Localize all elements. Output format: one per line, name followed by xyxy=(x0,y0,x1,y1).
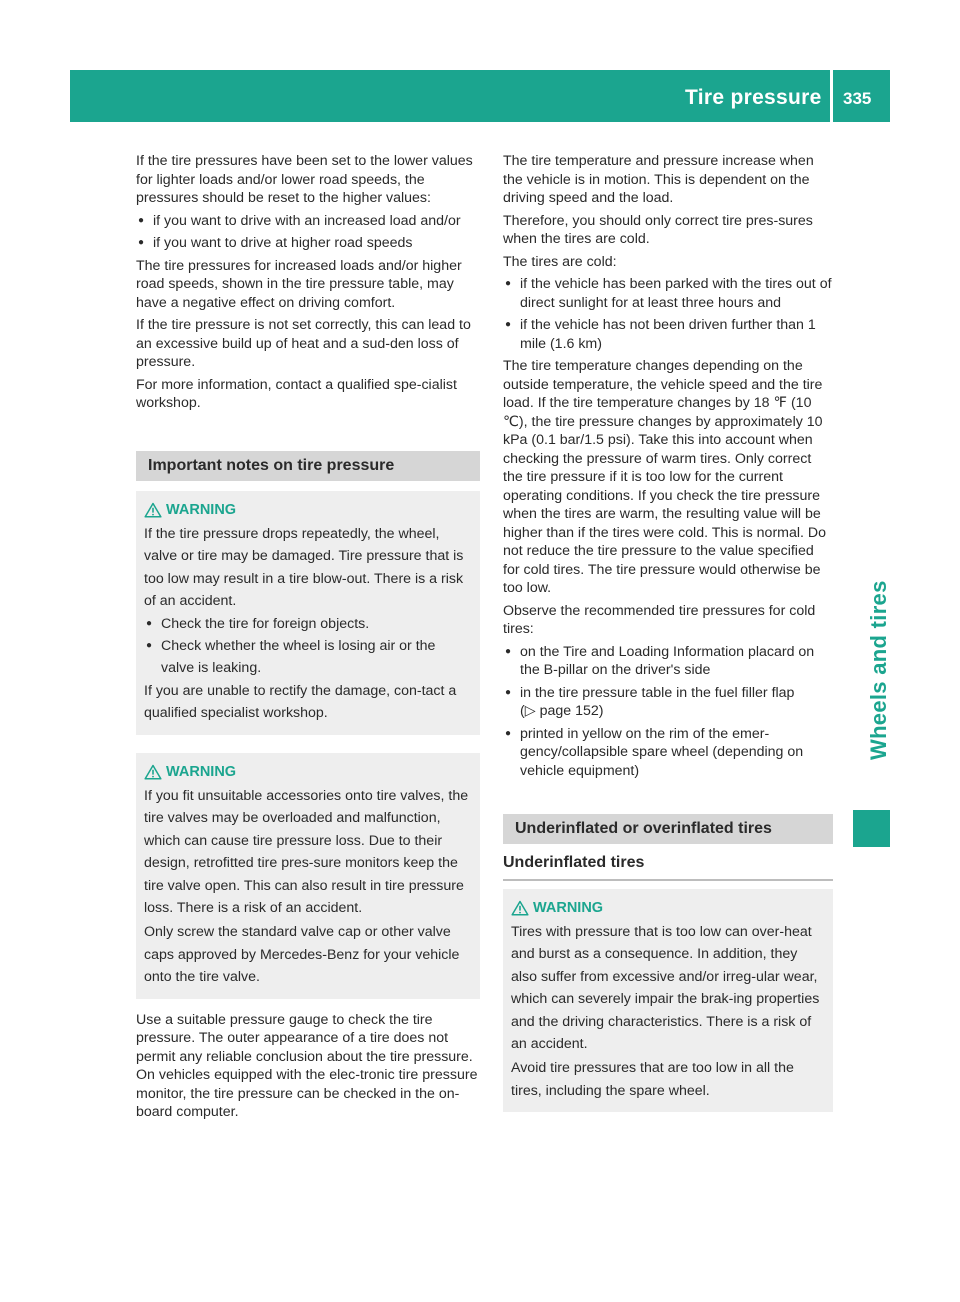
bullet-item: ● if the vehicle has not been driven further than 1 mile (1.6 km) xyxy=(503,316,833,353)
section-heading: Underinflated or overinflated tires xyxy=(503,814,833,844)
warning-text: Avoid tire pressures that are too low in all the tires, including the spare wheel. xyxy=(511,1060,794,1099)
warning-box xyxy=(503,889,833,1113)
warning-text: If the tire pressure drops repeatedly, the wheel, valve or tire may be damaged. Tire pressure that is too low may result in a tire blow-out. There is a risk of an accident. xyxy=(144,525,464,610)
warning-text: Only screw the standard valve cap or other valve caps approved by Mercedes-Benz for your vehicle onto the tire valve. xyxy=(144,924,460,986)
bullet-item: ● Check whether the wheel is losing air or the valve is leaking. xyxy=(144,635,472,680)
bullet-text: in the tire pressure table in the fuel filler flap ( xyxy=(520,684,795,719)
paragraph: The tire temperature changes depending on the outside temperature, the vehicle speed and the tire load. If the tire temperature changes by 18 ℉ (10 ℃), the tire pressure changes by approximately 10 kPa (0.1 bar/1.5 psi). Take this into account when checking the pressure of warm tires. Only correct the tire pressure if it is too low for the current operating conditions. If you check the tire pressure when the tires are warm, the resulting value will be higher than if the tires were cold. This is normal. Do not reduce the tire pressure to the value specified for cold tires. The tire pressure would otherwise be too low. xyxy=(503,358,827,596)
paragraph: For more information, contact a qualified spe-cialist workshop. xyxy=(136,376,457,411)
paragraph: Therefore, you should only correct tire pres-sures when the tires are cold. xyxy=(503,212,813,247)
warning-text: If you fit unsuitable accessories onto tire valves, the tire valves may be overloaded and malfunction, which can cause tire pressure loss. Due to their design, retrofitted tire pres-sure monitors keep the tire valve open. This can also result in tire pressure loss. There is a risk of an accident. xyxy=(144,787,469,916)
page-number: 335 xyxy=(843,89,872,108)
paragraph: Use a suitable pressure gauge to check the tire pressure. The outer appearance of a tire does not permit any reliable conclusion about the tire pressure. On vehicles equipped with the elec-tronic tire pressure monitor, the tire pressure can be checked in the on-board computer. xyxy=(136,1011,478,1121)
paragraph: The tire temperature and pressure increase when the vehicle is in motion. This is dependent on the driving speed and the load. xyxy=(503,153,814,206)
section-heading: Important notes on tire pressure xyxy=(136,451,480,481)
page-ref-arrow-icon: ▷ xyxy=(524,703,536,719)
warning-text: Tires with pressure that is too low can over-heat and burst as a consequence. In addition, they also suffer from excessive and/or irreg-ular wear, which can severely impair the brak-ing properties and the driving characteristics. There is a risk of an accident. xyxy=(511,923,820,1052)
warning-triangle-icon xyxy=(144,502,162,518)
paragraph: The tire pressures for increased loads and/or higher road speeds, shown in the tire pressure table, may have a negative effect on driving comfort. xyxy=(136,257,462,311)
warning-triangle-icon xyxy=(144,764,162,780)
bullet-item: ● if you want to drive at higher road speeds xyxy=(136,234,480,253)
bullet-item: ● if the vehicle has been parked with the tires out of direct sunlight for at least three hours and xyxy=(503,275,833,312)
bullet-item: ● printed in yellow on the rim of the emer-gency/collapsible spare wheel (depending on vehicle equipment) xyxy=(503,725,833,781)
bullet-item: ● on the Tire and Loading Information placard on the B-pillar on the driver's side xyxy=(503,643,833,680)
bullet-item xyxy=(503,684,833,721)
bullet-item: ● if you want to drive with an increased load and/or xyxy=(136,212,480,231)
bullet-item: ● Check the tire for foreign objects. xyxy=(144,613,472,635)
paragraph: If the tire pressures have been set to the lower values for lighter loads and/or lower road speeds, the pressures should be reset to the higher values: xyxy=(136,153,473,206)
subsection-heading: Underinflated tires xyxy=(503,854,833,881)
warning-triangle-icon xyxy=(511,900,529,916)
header-divider xyxy=(830,70,833,122)
page-reference-link[interactable]: page 152) xyxy=(539,703,604,719)
page-title: Tire pressure xyxy=(685,86,822,109)
side-tab-label: Wheels and tires xyxy=(866,580,891,760)
left-column xyxy=(136,152,480,1126)
warning-label: WARNING xyxy=(166,763,237,780)
warning-label: WARNING xyxy=(166,501,237,518)
paragraph: The tires are cold: xyxy=(503,253,617,270)
side-tab-marker xyxy=(853,810,890,847)
warning-box xyxy=(136,491,480,735)
paragraph: Observe the recommended tire pressures for cold tires: xyxy=(503,602,816,637)
warning-box xyxy=(136,753,480,999)
paragraph: If the tire pressure is not set correctly, this can lead to an excessive build up of heat and a sud-den loss of pressure. xyxy=(136,317,471,370)
warning-header xyxy=(144,499,472,521)
right-column xyxy=(503,152,833,1124)
warning-header xyxy=(144,761,472,783)
warning-text: If you are unable to rectify the damage, con-tact a qualified specialist workshop. xyxy=(144,682,457,722)
warning-label: WARNING xyxy=(533,899,604,916)
warning-header xyxy=(511,897,825,919)
